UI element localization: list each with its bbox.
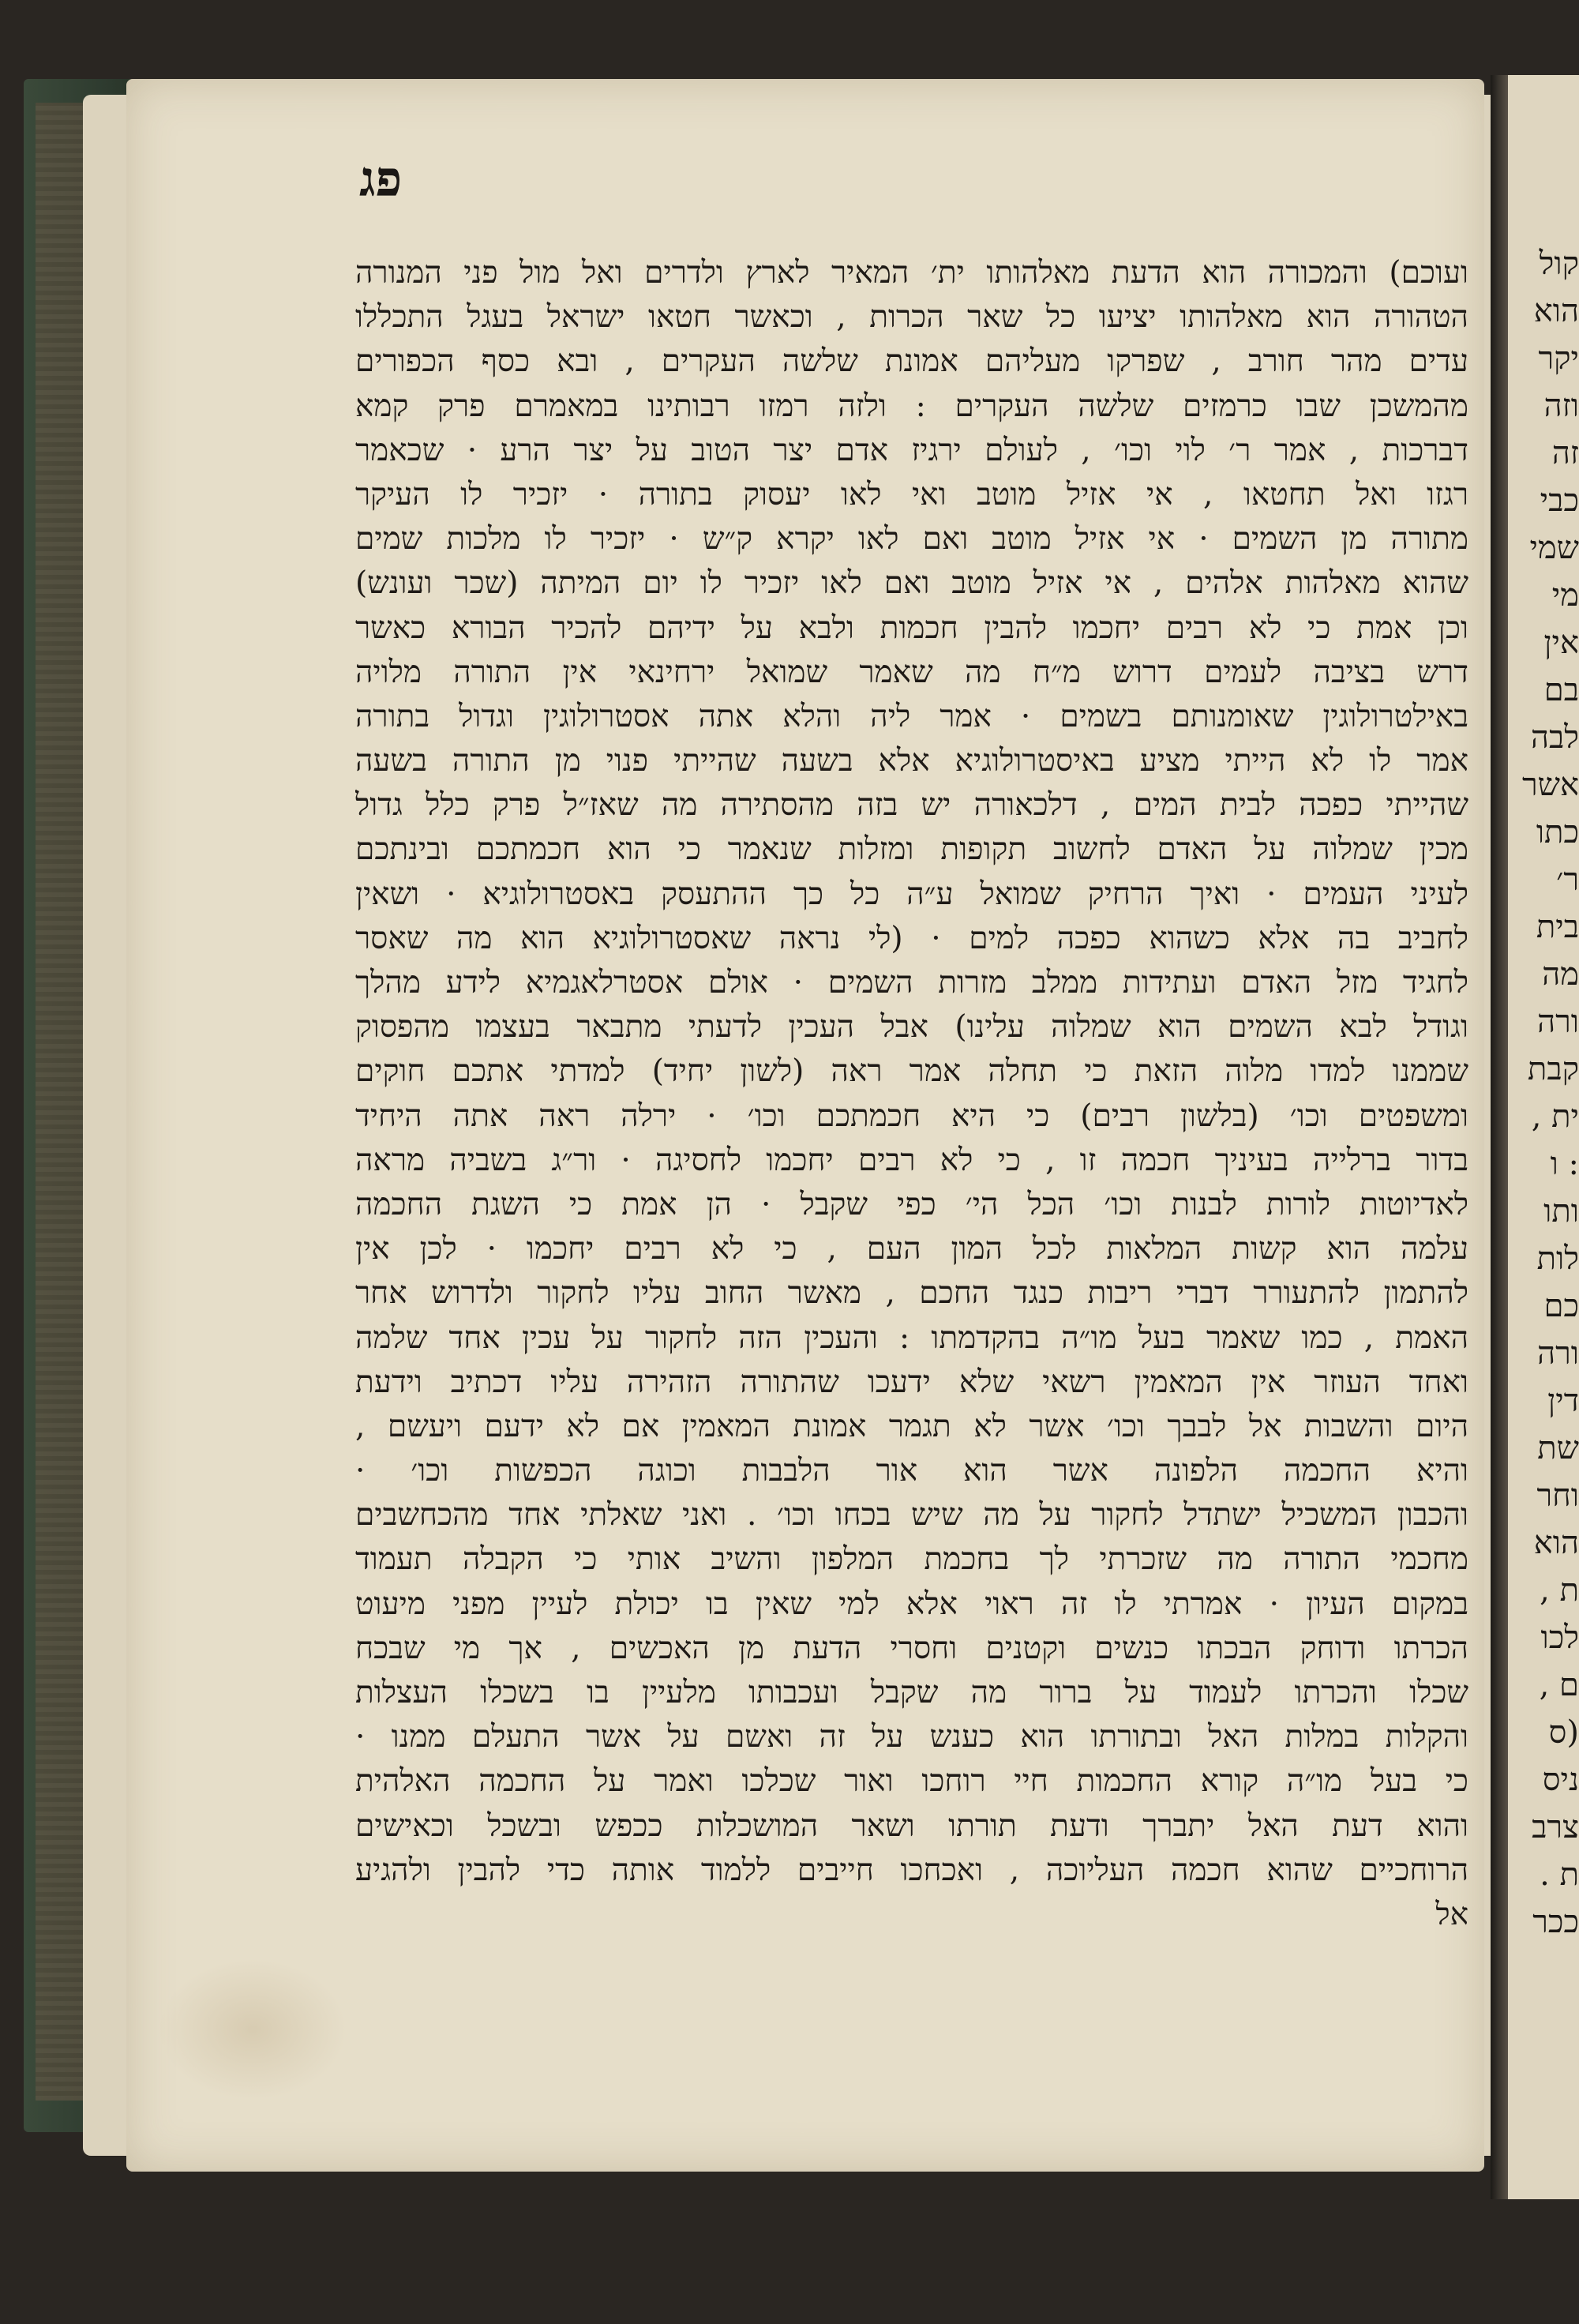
facing-page-fragment: ם , [1539, 1667, 1579, 1703]
facing-page-fragment: כבי [1540, 482, 1579, 519]
text-line: וגודל לבא השמים הוא שמלוה עלינו) אבל העכין לדעתי מתבאר בעצמו מהפסוק [355, 1009, 1468, 1046]
facing-page-fragment: זה [1551, 435, 1579, 471]
text-line: שהוא מאלהות אלהים , אי אזיל מוטב ואם לאו יזכיר לו יום המיתה (שכר ועונש) [355, 565, 1468, 602]
facing-page-fragment: הוא [1533, 293, 1579, 329]
text-line: הטהורה הוא מאלהותו יציעו כל שאר הכרות , וכאשר חטאו ישראל בעגל התכללו [355, 299, 1468, 336]
text-line: אמר לו לא הייתי מציע באיסטרולוגיא אלא בשעה שהייתי פנוי מן התורה בשעה [355, 743, 1468, 779]
facing-page-fragment: קול [1539, 246, 1579, 282]
text-line: דברכות , אמר ר׳ לוי וכו׳ , לעולם ירגיז אדם יצר הטוב על יצר הרע · שכאמר [355, 432, 1468, 468]
page-stain [158, 1958, 347, 2101]
facing-page-fragment: מה [1542, 956, 1579, 993]
text-line: וכן אמת כי לא רבים יחכמו להבין חכמות ולבא על ידיהם להכיר הבורא כאשר [355, 610, 1468, 646]
text-line: היום והשבות אל לבבך וכו׳ אשר לא תגמר אמונת המאמין אם לא ידעם ויעשם , [355, 1408, 1468, 1444]
text-line: והיא החכמה הלפונה אשר הוא אור הלבבות וכוגה הכפשות וכו׳ · [355, 1453, 1468, 1489]
text-line: עדים מהר חורב , שפרקו מעליהם אמונת שלשה העקרים , ובא כסף הכפורים [355, 344, 1468, 380]
facing-page-fragment: ת , [1540, 1572, 1579, 1609]
text-line: באילטרולוגין שאומנותם בשמים · אמר ליה והלא אתה אסטרולוגין וגדול בתורה [355, 698, 1468, 734]
facing-page-fragment: ורה [1537, 1335, 1579, 1372]
page-text [355, 251, 1468, 1937]
text-line: מהמשכן שבו כרמזים שלשה העקרים : ולזה רמזו רבותינו במאמרם פרק קמא [355, 388, 1468, 424]
text-line: רגזו ואל תחטאו , אי אזיל מוטב ואי לאו יעסוק בתורה · יזכיר לו העיקר [355, 476, 1468, 512]
text-line: והוא דעת האל יתברך ודעת תורתו ושאר המושכלות ככפש ובשכל וכאישים [355, 1808, 1468, 1844]
facing-page-fragment: ניס [1542, 1762, 1579, 1798]
facing-page-fragment: אין [1543, 625, 1579, 661]
facing-page-fragment: כם [1543, 1288, 1579, 1324]
text-line: הרוחכיים שהוא חכמה העליוכה , ואכחכו חייבים ללמוד אותה כדי להבין ולהגיע [355, 1852, 1468, 1888]
facing-page-fragment: וחר [1536, 1477, 1579, 1514]
facing-page-fragment: מי [1551, 577, 1579, 614]
text-line: שהייתי כפכה לבית המים , דלכאורה יש בזה מהסתירה מה שאז״ל פרק כלל גדול [355, 787, 1468, 824]
text-line: ומשפטים וכו׳ (בלשון רבים) כי היא חכמתכם וכו׳ · ירלה ראה אתה היחיד [355, 1098, 1468, 1134]
text-line: האמת , כמו שאמר בעל מו״ה בהקדמתו : והעכין הזה לחקור על עכין אחד שלמה [355, 1320, 1468, 1356]
catchword: אל [1435, 1896, 1468, 1932]
text-line: שכלו והכרתו לעמוד על ברור מה שקבל ועכבותו מלעיין בו בשכלו העצלות [355, 1675, 1468, 1710]
text-line: ואחד העוזר אין המאמין רשאי שלא ידעכו שהתורה הזהירה עליו דכתיב וידעת [355, 1364, 1468, 1400]
page-number: פג [359, 150, 403, 208]
facing-page-fragment: צרב [1532, 1809, 1579, 1845]
text-line: עלמה הוא קשות המלאות לכל המון העם , כי לא רבים יחכמו · לכן אין [355, 1231, 1468, 1267]
facing-page-fragment: קבת [1527, 1051, 1579, 1087]
text-line: בדור ברלייה בעיניך חכמה זו , כי לא רבים יחכמו לחסיגה · ור״ג בשביה מראה [355, 1142, 1468, 1178]
facing-page-fragment: וזה [1543, 388, 1579, 424]
text-line: שממנו למדו מלוה הזאת כי תחלה אמר ראה (לשון יחיד) למדתי אתכם חוקים [355, 1053, 1468, 1090]
text-line: להתמון להתעורר דברי ריבות כנגד החכם , מאשר החוב עליו לחקור ולדרוש אחר [355, 1275, 1468, 1312]
facing-page-fragment: בם [1543, 672, 1579, 708]
facing-page-fragment: בית [1536, 909, 1579, 945]
gutter-shadow [1491, 75, 1508, 2199]
text-line: במקום העיון · אמרתי לו זה ראוי אלא למי שאין בו יכולת לעיין מפני מיעוט [355, 1586, 1468, 1622]
facing-page-fragment: ורה [1537, 1004, 1579, 1040]
facing-page-fragment: (ס [1548, 1714, 1579, 1751]
facing-page-fragment: לבה [1531, 719, 1579, 756]
text-line: מכין שמלוה על האדם לחשוב תקופות ומזלות שנאמר כי הוא חכמתכם ובינתכם [355, 832, 1468, 868]
facing-page-fragment: שמי [1529, 530, 1579, 566]
facing-page-fragment: : ו [1550, 1146, 1579, 1182]
facing-page-fragment: ת . [1540, 1857, 1579, 1893]
text-line: לאדיוטות לורות לבנות וכו׳ הכל הי׳ כפי שקבל · הן אמת כי השגת החכמה [355, 1186, 1468, 1222]
text-line: כי בעל מו״ה קורא החכמות חיי רוחכו ואור שכלכו ואמר על החכמה האלהית [355, 1763, 1468, 1800]
text-line: לעיני העמים · ואיך הרחיק שמואל ע״ה כל כך ההתעסק באסטרולוגיא · ושאין [355, 876, 1468, 912]
facing-page-edge [1491, 75, 1579, 2199]
text-line: לחביב בה אלא כשהוא כפכה למים · (לי נראה שאסטרולוגיא הוא מה שאסר [355, 920, 1468, 956]
facing-page-fragment: יקר [1538, 340, 1579, 377]
text-line: הכרתו ודוחק הבכתו כנשים וקטנים וחסרי הדעת מן האכשים , אך מי שבכח [355, 1630, 1468, 1666]
text-line: מחכמי התורה מה שזכרתי לך בחכמת המלפון והשיב אותי כי הקבלה תעמוד [355, 1541, 1468, 1578]
facing-page-fragment: לכו [1540, 1620, 1579, 1656]
facing-page-fragment: לות [1536, 1241, 1579, 1277]
facing-page-fragment: ככר [1532, 1904, 1579, 1940]
facing-page-fragment: שת [1537, 1430, 1579, 1466]
text-line: דרש בציבה לעמים דרוש מ״ח מה שאמר שמואל ירחינאי אין התורה מלויה [355, 654, 1468, 690]
facing-page-fragment: אשר [1522, 767, 1579, 803]
facing-page-fragment: ית , [1531, 1098, 1579, 1135]
facing-page-fragment: כתו [1536, 814, 1579, 850]
text-line: לחגיד מזל האדם ועתידות ממלב מזרות השמים · אולם אסטרלאגמיא לידע מהלך [355, 965, 1468, 1001]
facing-page-fragment: הוא [1533, 1525, 1579, 1561]
text-line: והכבון המשכיל ישתדל לחקור על מה שיש בכחו וכו׳ . ואני שאלתי אחד מהכחשבים [355, 1497, 1468, 1534]
facing-page-fragment: דין [1547, 1383, 1579, 1419]
text-line: והקלות במלות האל ובתורתו הוא כענש על זה ואשם על אשר התעלם ממנו · [355, 1719, 1468, 1755]
facing-page-fragment: ר׳ [1556, 862, 1579, 898]
text-line: מתורה מן השמים · אי אזיל מוטב ואם לאו יקרא ק״ש · יזכיר לו מלכות שמים [355, 521, 1468, 558]
facing-page-fragment: ותו [1543, 1193, 1579, 1230]
text-line: ועוכם) והמכורה הוא הדעת מאלהותו ית׳ המאיר לארץ ולדרים ואל מול פני המנורה [355, 255, 1468, 291]
